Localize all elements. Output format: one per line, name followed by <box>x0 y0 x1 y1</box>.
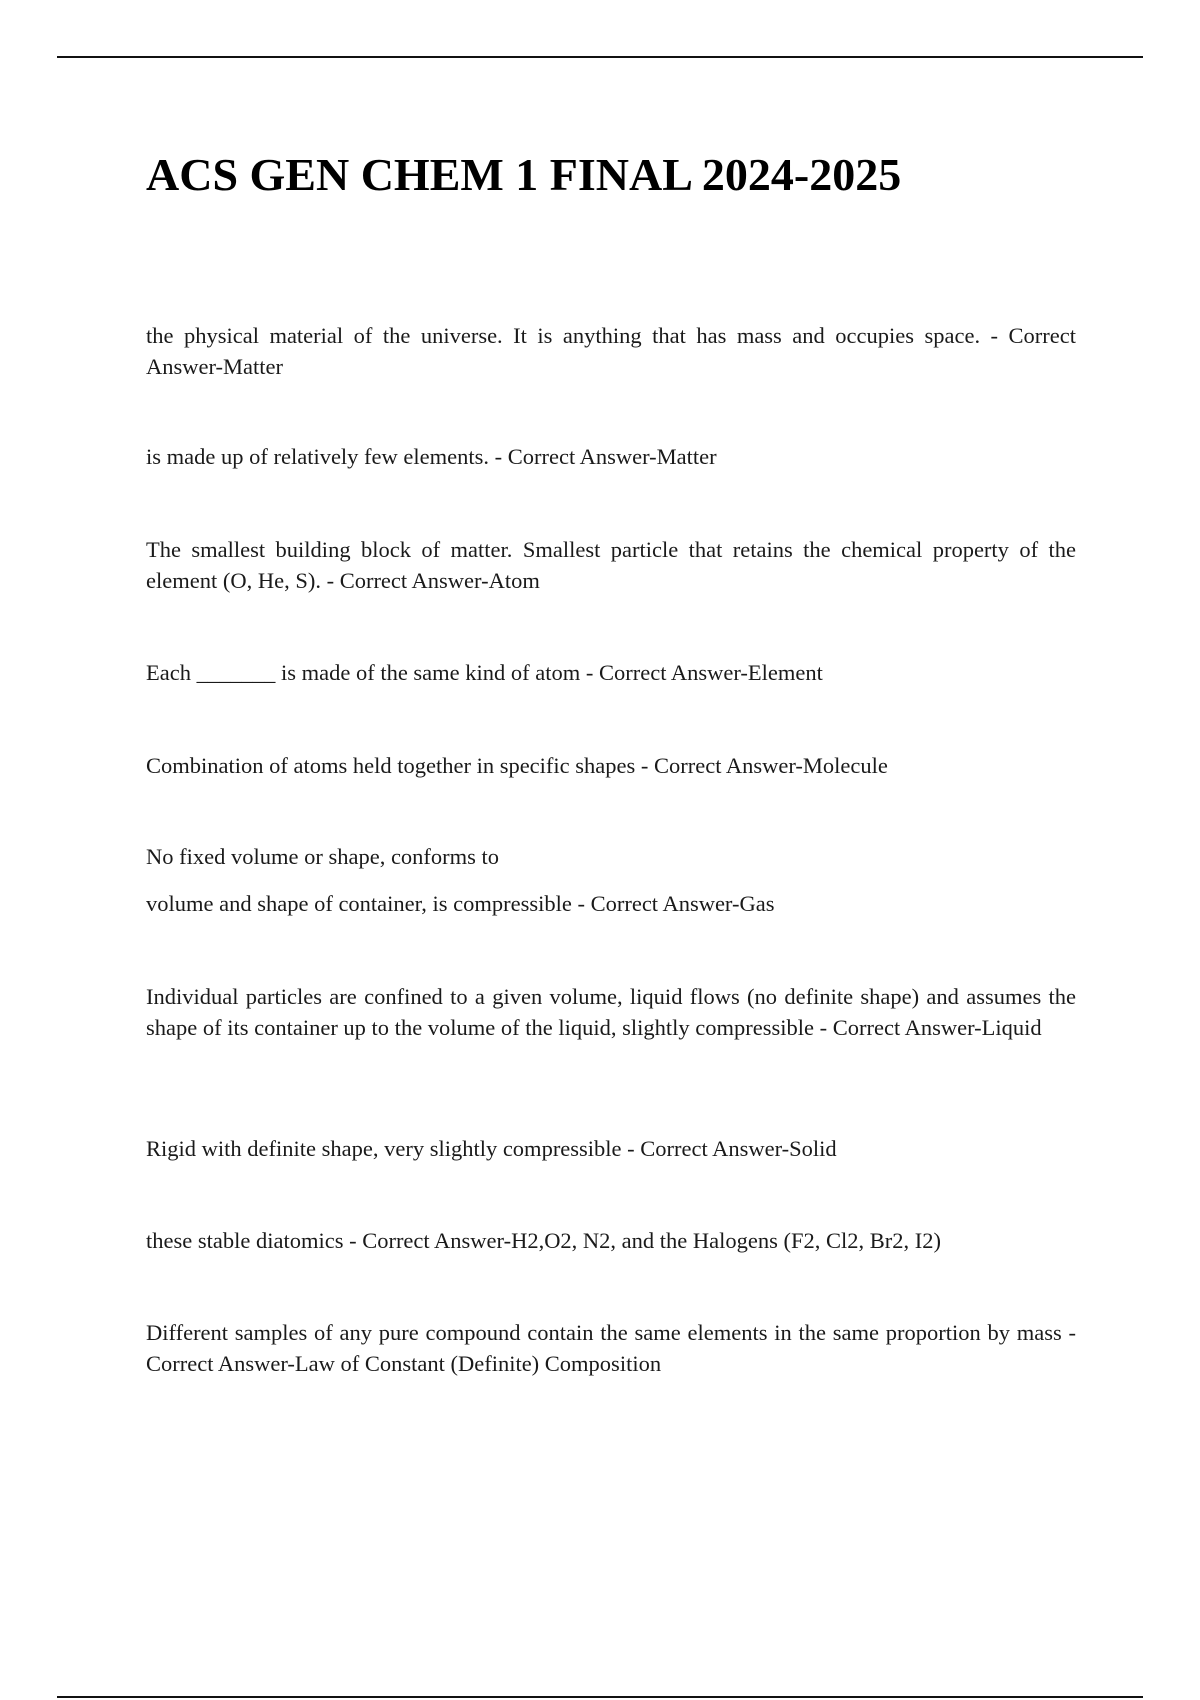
page-title: ACS GEN CHEM 1 FINAL 2024-2025 <box>146 149 902 200</box>
top-divider <box>57 56 1143 58</box>
entry-solid: Rigid with definite shape, very slightly compressible - Correct Answer-Solid <box>146 1136 837 1161</box>
bottom-divider <box>57 1696 1143 1698</box>
entry-gas-line-1: No fixed volume or shape, conforms to <box>146 844 500 869</box>
entry-molecule: Combination of atoms held together in specific shapes - Correct Answer-Molecule <box>146 753 888 778</box>
entry-atom: The smallest building block of matter. Smallest particle that retains the chemical property of the element (O, He, S). - Correct Answer-Atom <box>146 537 1076 593</box>
entry-diatomics: these stable diatomics - Correct Answer-H2,O2, N2, and the Halogens (F2, Cl2, Br2, I2) <box>146 1228 942 1253</box>
entry-matter-definition: the physical material of the universe. It is anything that has mass and occupies space. - Correct Answer-Matter <box>146 323 1076 379</box>
entry-liquid: Individual particles are confined to a given volume, liquid flows (no definite shape) and assumes the shape of its container up to the volume of the liquid, slightly compressible - Correct Answer-Liquid <box>146 984 1076 1040</box>
entry-constant-composition: Different samples of any pure compound contain the same elements in the same proportion by mass - Correct Answer-Law of Constant (Definite) Composition <box>146 1320 1076 1376</box>
entry-element: Each _______ is made of the same kind of atom - Correct Answer-Element <box>146 660 823 685</box>
entry-gas-line-2: volume and shape of container, is compressible - Correct Answer-Gas <box>146 891 775 916</box>
entry-matter-elements: is made up of relatively few elements. - Correct Answer-Matter <box>146 444 717 469</box>
